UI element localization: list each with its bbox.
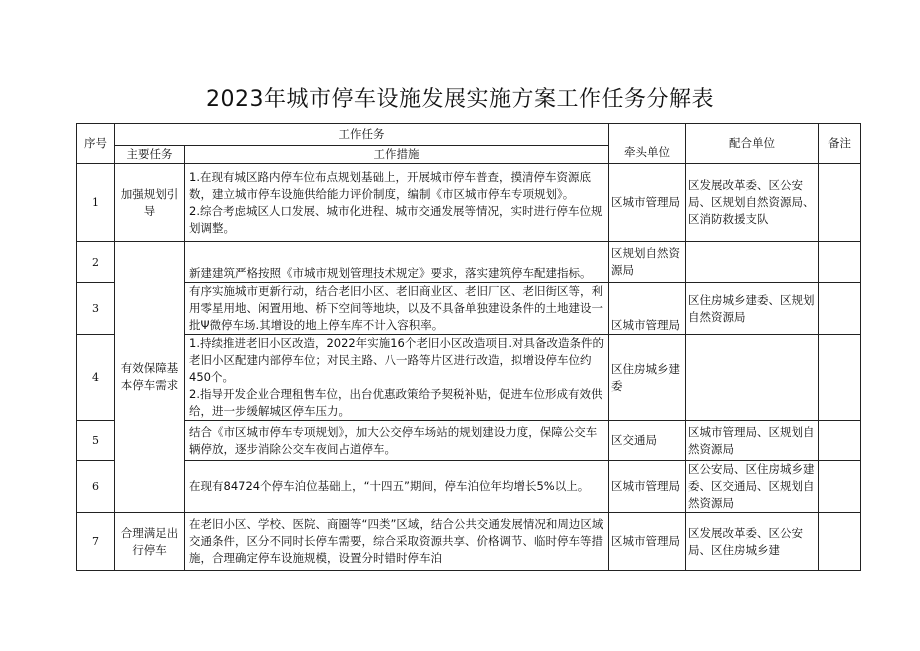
row-number: 5 — [77, 421, 115, 461]
row-number: 1 — [77, 164, 115, 242]
lead-unit-cell: 区城市管理局 — [609, 461, 686, 513]
lead-unit-cell: 区城市管理局 — [609, 164, 686, 242]
note-cell — [819, 461, 861, 513]
coop-unit-cell — [686, 242, 819, 283]
page-title: 2023年城市停车设施发展实施方案工作任务分解表 — [206, 87, 714, 112]
coop-unit-cell: 区城市管理局、区规划自然资源局 — [686, 421, 819, 461]
table-row — [77, 513, 861, 571]
header-tasks: 工作任务 — [115, 124, 609, 146]
table-row — [77, 283, 861, 335]
row-number: 4 — [77, 335, 115, 421]
measure-cell: 在现有84724个停车泊位基础上，“十四五”期间，停车泊位年均增长5%以上。 — [185, 461, 609, 513]
lead-unit-cell: 区住房城乡建委 — [609, 335, 686, 421]
coop-unit-cell: 区住房城乡建委、区规划自然资源局 — [686, 283, 819, 335]
note-cell — [819, 335, 861, 421]
main-task-cell: 加强规划引导 — [115, 164, 185, 242]
task-table — [76, 123, 861, 571]
measure-cell: 1.在现有城区路内停车位布点规划基础上，开展城市停车普查，摸清停车资源底数，建立城市停车设施供给能力评价制度，编制《市区城市停车专项规划》。 2.综合考虑城区人口发展、城市化进程、城市交通发展等情况，实时进行停车位规划调整。 — [185, 164, 609, 242]
header-coop: 配合单位 — [686, 124, 819, 164]
note-cell — [819, 421, 861, 461]
header-main-task: 主要任务 — [115, 146, 185, 164]
lead-unit-cell: 区城市管理局 — [609, 513, 686, 571]
row-number: 3 — [77, 283, 115, 335]
header-seq: 序号 — [77, 124, 115, 164]
coop-unit-cell: 区发展改革委、区公安局、区规划自然资源局、区消防救援支队 — [686, 164, 819, 242]
coop-unit-cell: 区公安局、区住房城乡建委、区交通局、区规划自然资源局 — [686, 461, 819, 513]
measure-cell: 有序实施城市更新行动，结合老旧小区、老旧商业区、老旧厂区、老旧街区等，利用零星用地、闲置用地、桥下空间等地块，以及不具备单独建设条件的土地建设一批Ψ微停车场.其增设的地上停车库不计入容积率。 — [185, 283, 609, 335]
lead-unit-cell: 区规划自然资源局 — [609, 242, 686, 283]
coop-unit-cell — [686, 335, 819, 421]
table-row — [77, 421, 861, 461]
note-cell — [819, 242, 861, 283]
lead-unit-cell: 区交通局 — [609, 421, 686, 461]
measure-cell: 新建建筑严格按照《市城市规划管理技术规定》要求，落实建筑停车配建指标。 — [185, 242, 609, 283]
table-row — [77, 461, 861, 513]
header-note: 备注 — [819, 124, 861, 164]
measure-cell: 在老旧小区、学校、医院、商圈等“四类”区域，结合公共交通发展情况和周边区域交通条件，区分不同时长停车需要，综合采取资源共享、价格调节、临时停车等措施，合理确定停车设施规模，设置分时错时停车泊 — [185, 513, 609, 571]
table-row — [77, 335, 861, 421]
lead-unit-cell: 区城市管理局 — [609, 283, 686, 335]
note-cell — [819, 283, 861, 335]
table-row — [77, 164, 861, 242]
row-number: 2 — [77, 242, 115, 283]
row-number: 7 — [77, 513, 115, 571]
main-task-cell: 有效保障基本停车需求 — [115, 242, 185, 513]
header-lead: 牵头单位 — [609, 124, 686, 164]
row-number: 6 — [77, 461, 115, 513]
main-task-cell: 合理满足出行停车 — [115, 513, 185, 571]
note-cell — [819, 164, 861, 242]
note-cell — [819, 513, 861, 571]
measure-cell: 结合《市区城市停车专项规划》，加大公交停车场站的规划建设力度，保障公交车辆停放，逐步消除公交车夜间占道停车。 — [185, 421, 609, 461]
coop-unit-cell: 区发展改革委、区公安局、区住房城乡建 — [686, 513, 819, 571]
header-measures: 工作措施 — [185, 146, 609, 164]
measure-cell: 1.持续推进老旧小区改造，2022年实施16个老旧小区改造项目.对具备改造条件的老旧小区配建内部停车位；对民主路、八一路等片区进行改造，拟增设停车位约450个。 2.指导开发企业合理租售车位，出台优惠政策给予契税补贴，促进车位形成有效供给，进一步缓解城区停车压力。 — [185, 335, 609, 421]
table-row — [77, 242, 861, 283]
